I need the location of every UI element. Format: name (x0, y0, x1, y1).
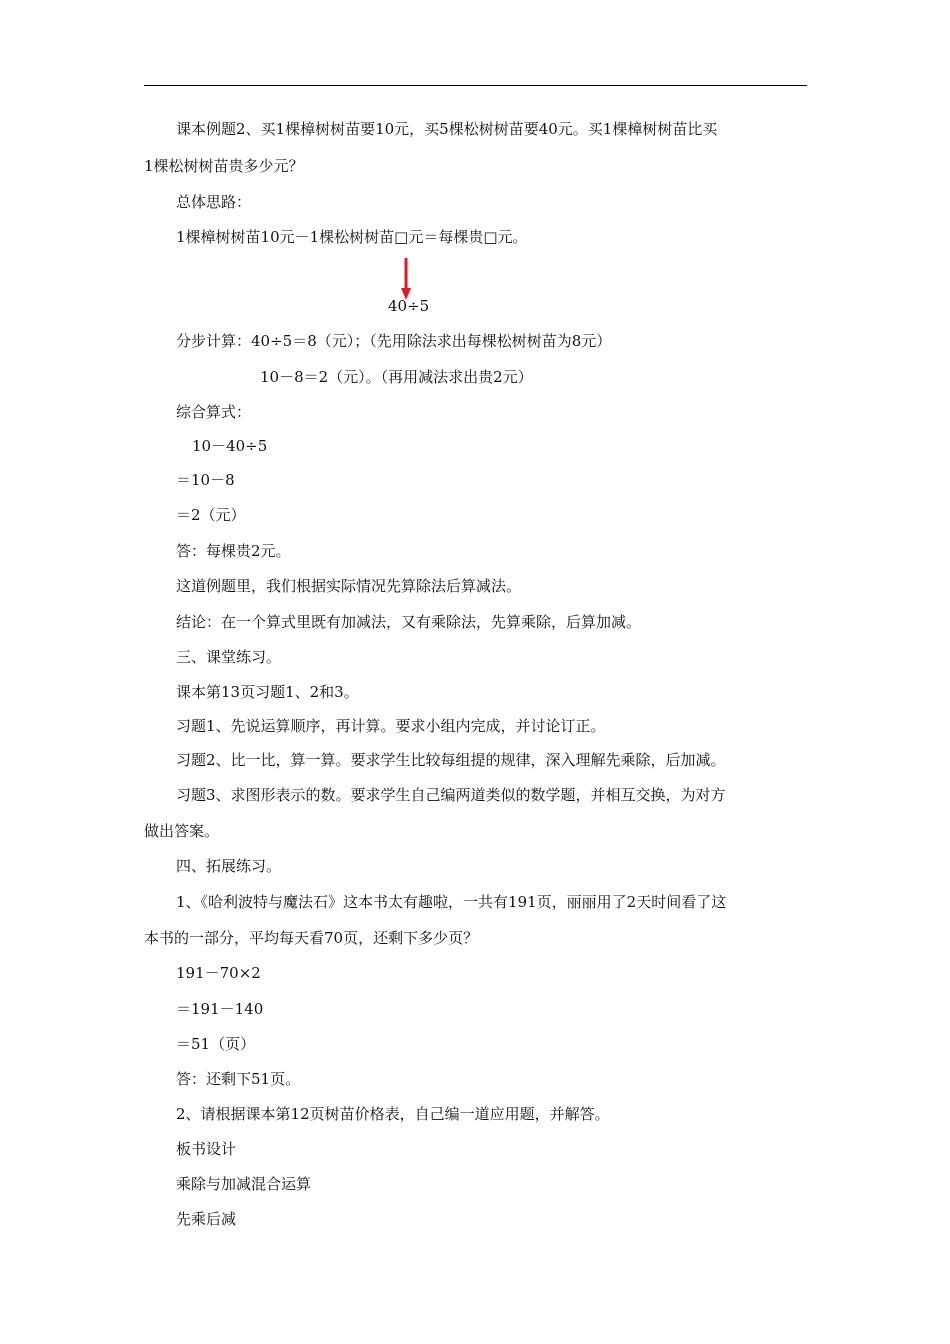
text-line: 乘除与加减混合运算 (176, 1175, 312, 1193)
text-line: 答：还剩下51页。 (176, 1070, 301, 1088)
text-line: 1棵樟树树苗10元－1棵松树树苗□元＝每棵贵□元。 (176, 228, 528, 246)
text-line: 习题1、先说运算顺序，再计算。要求小组内完成，并讨论订正。 (176, 717, 606, 735)
text-line: 40÷5 (388, 297, 430, 315)
text-line: 四、拓展练习。 (176, 857, 282, 875)
text-line: 课本例题2、买1棵樟树树苗要10元，买5棵松树树苗要40元。买1棵樟树树苗比买 (176, 120, 718, 138)
header-rule (144, 85, 807, 86)
text-line: 结论：在一个算式里既有加减法，又有乘除法，先算乘除，后算加减。 (176, 613, 642, 631)
text-line: 1、《哈利波特与魔法石》这本书太有趣啦，一共有191页，丽丽用了2天时间看了这 (176, 893, 727, 911)
text-line: 习题2、比一比，算一算。要求学生比较每组提的规律，深入理解先乘除，后加减。 (176, 751, 726, 769)
text-line: 10－8＝2（元）。（再用减法求出贵2元） (260, 368, 533, 386)
text-line: 做出答案。 (144, 822, 220, 840)
text-line: 答：每棵贵2元。 (176, 542, 291, 560)
text-line: 综合算式： (176, 403, 252, 421)
text-line: 分步计算：40÷5＝8（元）；（先用除法求出每棵松树树苗为8元） (176, 332, 612, 350)
text-line: 2、请根据课本第12页树苗价格表，自己编一道应用题，并解答。 (176, 1105, 610, 1123)
text-line: ＝2（元） (176, 506, 246, 524)
text-line: 10－40÷5 (192, 437, 268, 455)
text-line: ＝51（页） (176, 1035, 256, 1053)
text-line: 板书设计 (176, 1140, 237, 1158)
text-line: 习题3、求图形表示的数。要求学生自己编两道类似的数学题，并相互交换，为对方 (176, 786, 726, 804)
text-line: 总体思路： (176, 193, 252, 211)
text-line: 三、课堂练习。 (176, 648, 282, 666)
text-line: 1棵松树树苗贵多少元？ (144, 157, 304, 175)
text-line: 先乘后减 (176, 1210, 237, 1228)
red-down-arrow-icon (401, 258, 411, 300)
text-line: ＝10－8 (176, 471, 235, 489)
text-line: 这道例题里，我们根据实际情况先算除法后算减法。 (176, 577, 522, 595)
text-line: 本书的一部分，平均每天看70页，还剩下多少页？ (144, 929, 479, 947)
text-line: 191－70×2 (176, 964, 261, 982)
text-line: ＝191－140 (176, 1000, 264, 1018)
text-line: 课本第13页习题1、2和3。 (176, 683, 359, 701)
